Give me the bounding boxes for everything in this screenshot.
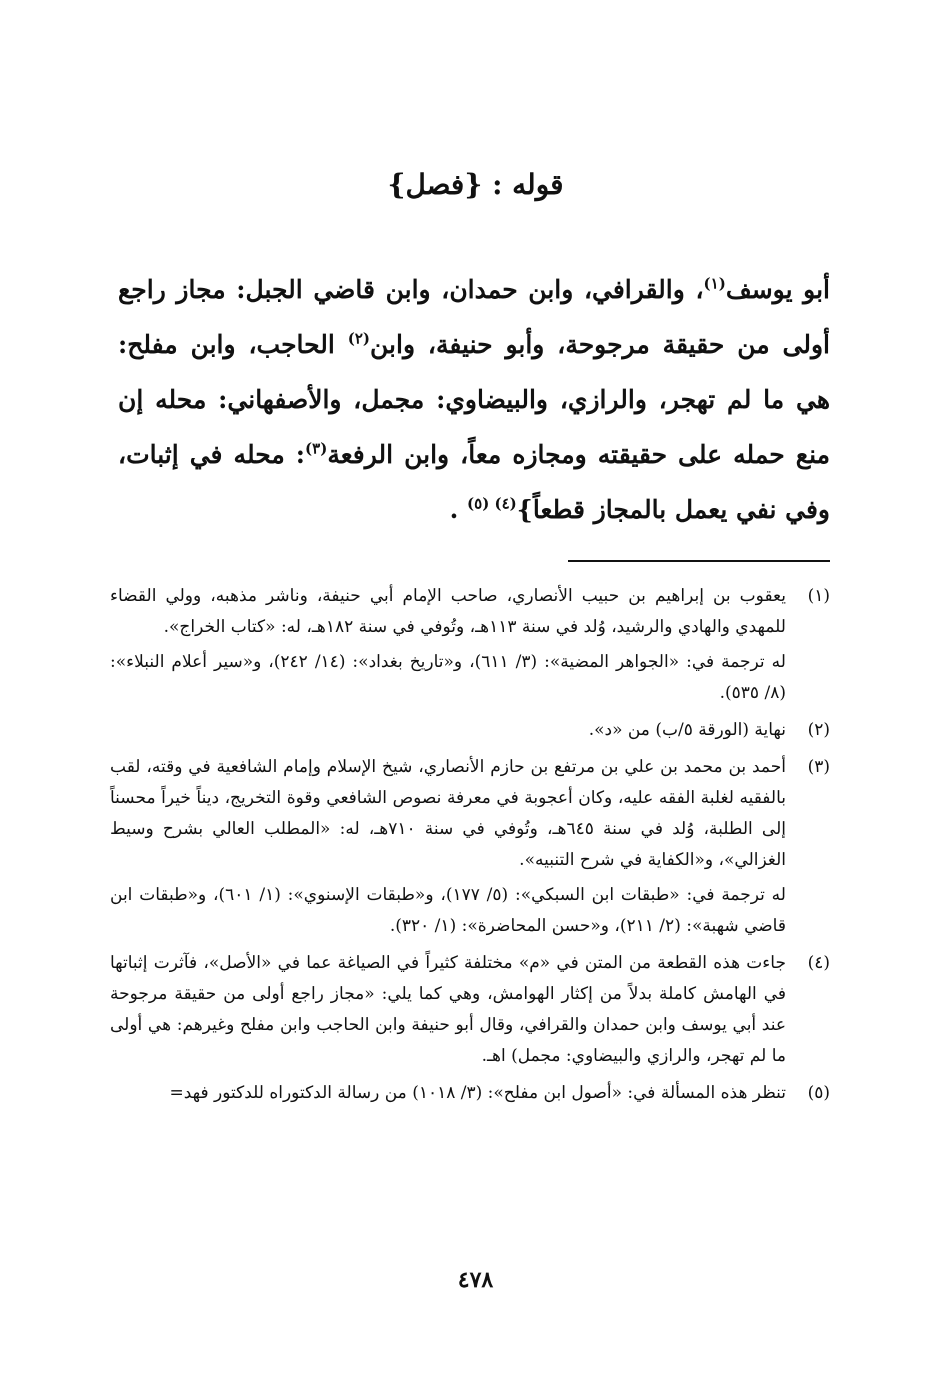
heading-prefix: قوله : (482, 168, 564, 201)
footnote-number: (٣) (807, 757, 830, 777)
main-text-segment: : محله في إثبات، وفي نفي يعمل بالمجاز قطعاً} (118, 440, 830, 524)
footnote-text: جاءت هذه القطعة من المتن في «م» مختلفة كثيراً في الصياغة عما في «الأصل»، فآثرت إثباتها في الهامش كاملة بدلاً من إكثار الهوامش، وهي كما يلي: «مجاز راجع أولى من حقيقة مرجوحة عند أبي يوسف وابن حمدان والقرافي، وقال أبو حنيفة وابن الحاجب وابن مفلح وغيرهم: هي أولى ما لم تهجر، والرازي والبيضاوي: مجمل) اهـ. (110, 953, 787, 1066)
heading-title: {فصل} (387, 168, 483, 201)
main-text (118, 262, 830, 537)
footnote-number: (٥) (807, 1083, 830, 1103)
section-heading (0, 163, 951, 207)
footnote-5 (110, 1078, 830, 1109)
main-text-segment: . (449, 495, 468, 524)
footnote-body (110, 715, 786, 746)
footnote-reference: له ترجمة في: «الجواهر المضية»: (٣/ ٦١١)، و«تاريخ بغداد»: (١٤/ ٢٤٢)، و«سير أعلام النبلاء»: (٨/ ٥٣٥). (110, 652, 786, 703)
footnote-ref-4-5[interactable]: (٤) (٥) (467, 494, 517, 513)
footnotes (110, 581, 830, 1115)
footnote-text: تنظر هذه المسألة في: «أصول ابن مفلح»: (٣/ ١٠١٨) من رسالة الدكتوراه للدكتور فهد= (169, 1083, 786, 1103)
footnote-ref-3[interactable]: (٣) (305, 439, 328, 458)
footnote-body (110, 948, 786, 1072)
footnote-body (110, 752, 786, 942)
footnote-number: (١) (807, 586, 830, 606)
main-paragraph (118, 262, 830, 537)
footnote-body (110, 1078, 786, 1109)
footnote-ref-2[interactable]: (٢) (347, 329, 371, 348)
footnote-4 (110, 948, 830, 1072)
footnote-2 (110, 715, 830, 746)
footnote-body (110, 581, 786, 709)
main-text-segment: الحاجب، وابن مفلح: هي ما لم تهجر، والرازي، والبيضاوي: مجمل، والأصفهاني: محله إن منع حمله على حقيقته ومجازه معاً، وابن الرفعة (118, 330, 831, 469)
main-text-segment: أبو يوسف (725, 275, 830, 304)
footnote-number: (٢) (807, 720, 830, 740)
footnote-1 (110, 581, 830, 709)
footnote-3 (110, 752, 830, 942)
footnote-number: (٤) (807, 953, 830, 973)
page-number: ٤٧٨ (457, 1267, 494, 1293)
footnote-separator (568, 560, 830, 562)
footnote-text: نهاية (الورقة ٥/ب) من «د». (588, 720, 786, 740)
footnote-ref-1[interactable]: (١) (703, 274, 726, 293)
footnote-text: يعقوب بن إبراهيم بن حبيب الأنصاري، صاحب الإمام أبي حنيفة، وناشر مذهبه، وولي القضاء للمهدي والهادي والرشيد، وُلد في سنة ١١٣هـ، وتُوفي في سنة ١٨٢هـ، له: «كتاب الخراج». (110, 586, 786, 637)
footnote-text: أحمد بن محمد بن علي بن مرتفع بن حازم الأنصاري، شيخ الإسلام وإمام الشافعية في وقته، لقب بالفقيه لغلبة الفقه عليه، وكان أعجوبة في معرفة نصوص الشافعي وقوة التخريج، ديناً خيراً محسناً إلى الطلبة، وُلد في سنة ٦٤٥هـ، وتُوفي في سنة ٧١٠هـ، له: «المطلب العالي بشرح وسيط الغزالي»، و«الكفاية في شرح التنبيه». (110, 757, 786, 870)
main-text-segment: ، والقرافي، وابن حمدان، وابن قاضي الجبل: مجاز راجع أولى من حقيقة مرجوحة، وأبو حنيفة، وابن (118, 275, 830, 359)
footnote-reference: له ترجمة في: «طبقات ابن السبكي»: (٥/ ١٧٧)، و«طبقات الإسنوي»: (١/ ٦٠١)، و«طبقات ابن قاضي شهبة»: (٢/ ٢١١)، و«حسن المحاضرة»: (١/ ٣٢٠). (110, 885, 786, 936)
